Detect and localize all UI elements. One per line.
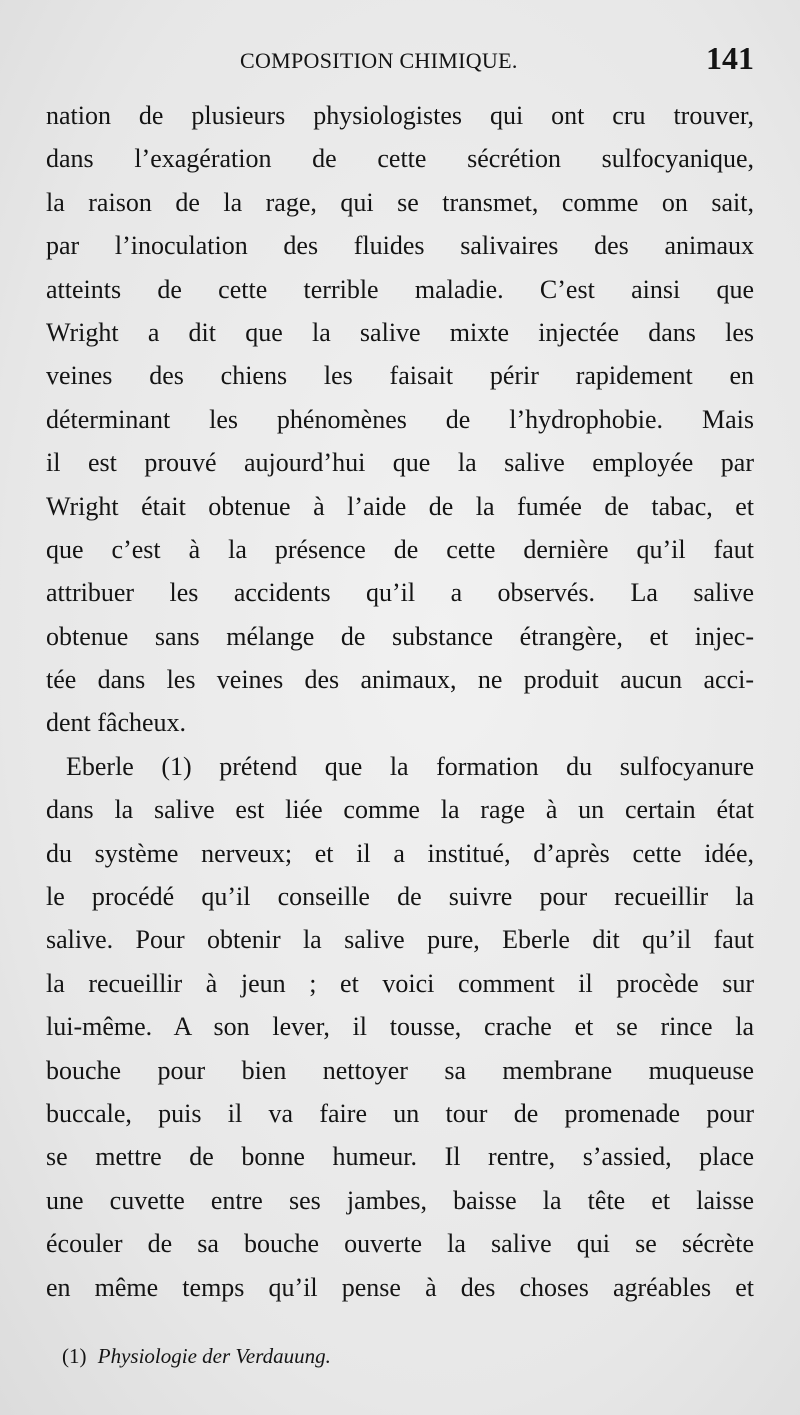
text-line: bouche pour bien nettoyer sa membrane muqueuse [46, 1055, 754, 1085]
text-line: atteints de cette terrible maladie. C’est ainsi que [46, 274, 754, 304]
text-line: attribuer les accidents qu’il a observés. La salive [46, 578, 754, 608]
text-line: salive. Pour obtenir la salive pure, Eberle dit qu’il faut [46, 925, 754, 955]
page-header [0, 40, 800, 84]
text-line: écouler de sa bouche ouverte la salive qui se sécrète [46, 1229, 754, 1259]
body-text [46, 94, 754, 1309]
text-line: la raison de la rage, qui se transmet, comme on sait, [46, 187, 754, 217]
text-line: en même temps qu’il pense à des choses agréables et [46, 1272, 754, 1302]
text-line: il est prouvé aujourd’hui que la salive employée par [46, 448, 754, 478]
paragraph [46, 94, 754, 745]
text-line: dans la salive est liée comme la rage à un certain état [46, 795, 754, 825]
text-line: que c’est à la présence de cette dernière qu’il faut [46, 534, 754, 564]
footnote-marker: (1) [62, 1344, 87, 1368]
text-line: une cuvette entre ses jambes, baisse la tête et laisse [46, 1185, 754, 1215]
text-line: tée dans les veines des animaux, ne produit aucun acci- [46, 665, 754, 695]
text-line: lui-même. A son lever, il tousse, crache et se rince la [46, 1012, 754, 1042]
text-line: obtenue sans mélange de substance étrangère, et injec- [46, 621, 754, 651]
text-line: dent fâcheux. [46, 708, 187, 738]
text-line: le procédé qu’il conseille de suivre pour recueillir la [46, 882, 754, 912]
paragraph [46, 745, 754, 1309]
text-line: nation de plusieurs physiologistes qui ont cru trouver, [46, 101, 754, 130]
footnote-text: Physiologie der Verdauung. [97, 1344, 331, 1368]
text-line: la recueillir à jeun ; et voici comment il procède sur [46, 968, 754, 998]
text-line: par l’inoculation des fluides salivaires des animaux [46, 231, 754, 261]
running-title: COMPOSITION CHIMIQUE. [240, 48, 518, 73]
text-line: buccale, puis il va faire un tour de promenade pour [46, 1098, 754, 1128]
text-line: Wright était obtenue à l’aide de la fumée de tabac, et [46, 491, 754, 521]
footnote [62, 1344, 331, 1369]
text-line: déterminant les phénomènes de l’hydrophobie. Mais [46, 404, 754, 434]
text-line: Wright a dit que la salive mixte injectée dans les [46, 317, 754, 347]
text-line: du système nerveux; et il a institué, d’après cette idée, [46, 838, 754, 868]
text-line: veines des chiens les faisait périr rapidement en [46, 361, 754, 391]
page-number: 141 [706, 40, 754, 76]
text-line: dans l’exagération de cette sécrétion sulfocyanique, [46, 144, 754, 174]
text-line: Eberle (1) prétend que la formation du sulfocyanure [66, 751, 754, 781]
text-line: se mettre de bonne humeur. Il rentre, s’assied, place [46, 1142, 754, 1172]
